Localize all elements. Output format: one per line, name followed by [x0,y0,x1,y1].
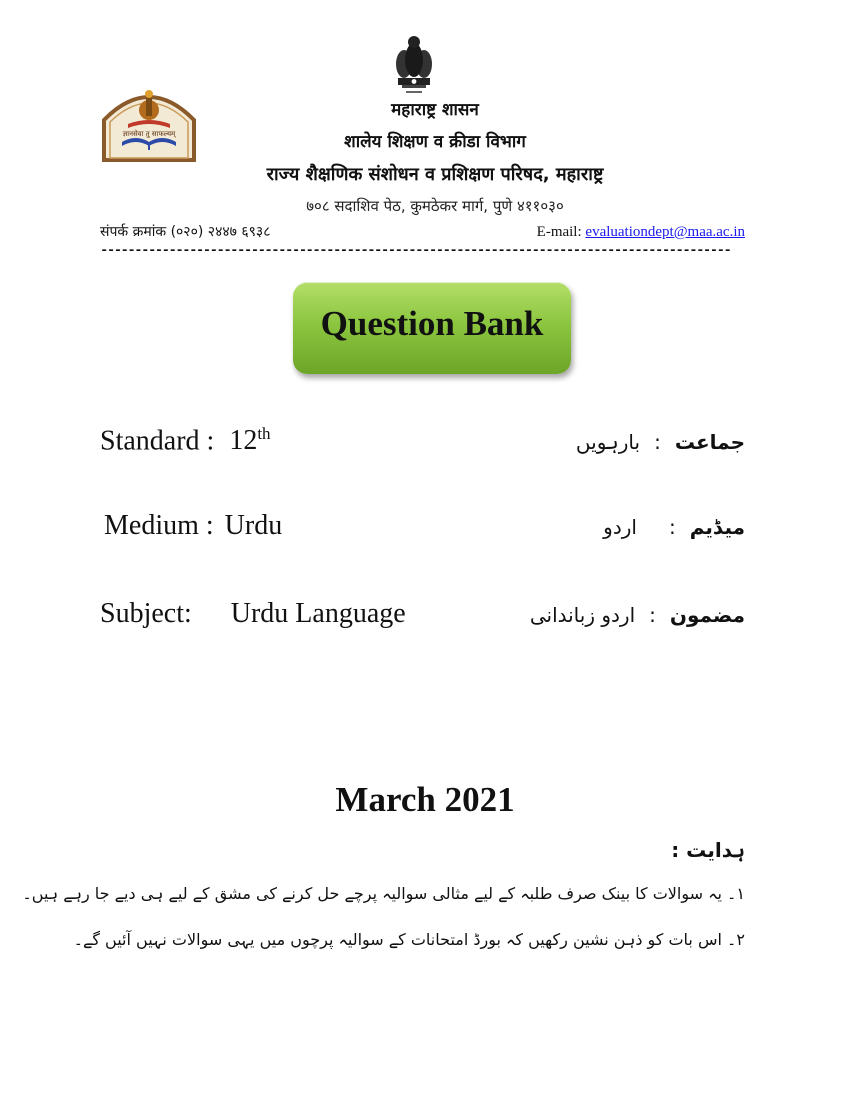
urdu-medium-row [603,515,745,539]
urdu-standard-row [576,430,745,454]
logo-motto: ज्ञानसेवा तु साफल्यम् [122,130,176,138]
email-row [537,224,745,241]
urdu-medium-sep: : [668,515,676,539]
header-divider: -------------------------------------------------------------------------------------------- [100,243,731,259]
exam-date: March 2021 [335,780,515,819]
subject-value: Urdu Language [230,598,406,629]
instruction-item: ۱۔ یہ سوالات کا بینک صرف طلبہ کے لیے مثالی سوالیہ پرچے حل کرنے کی مشق کے لیے ہی دیے جا رہے ہیں۔ [22,884,745,903]
medium-row [104,510,282,542]
header-line-council: राज्य शैक्षणिक संशोधन व प्रशिक्षण परिषद, महाराष्ट्र [266,164,604,185]
standard-row [100,424,271,457]
urdu-subject-row [530,603,745,627]
standard-label: Standard : [100,425,215,457]
header-line-govt: महाराष्ट्र शासन [391,100,479,120]
urdu-medium-label: میڈیم [689,515,745,539]
instructions-heading: ہدایت : [671,838,745,862]
email-label: E-mail: [536,224,586,240]
urdu-medium-value: اردو [603,515,637,539]
urdu-standard-sep: : [654,430,661,454]
urdu-subject-value: اردو زباندانی [529,603,636,627]
question-bank-banner [293,282,571,374]
state-emblem-icon [390,30,438,98]
medium-label: Medium : [104,510,214,541]
medium-value: Urdu [224,510,283,541]
header-line-department: शालेय शिक्षण व क्रीडा विभाग [344,132,526,152]
urdu-standard-value: بارہویں [575,430,641,454]
subject-label: Subject: [100,598,192,629]
standard-value: 12 [229,425,258,457]
subject-row [100,598,406,630]
header-line-address: ७०८ सदाशिव पेठ, कुमठेकर मार्ग, पुणे ४११०३० [306,197,564,215]
email-link[interactable]: evaluationdept@maa.ac.in [585,224,745,240]
urdu-standard-label: جماعت [674,430,745,454]
instruction-item: ۲۔ اس بات کو ذہن نشین رکھیں کہ بورڈ امتحانات کے سوالیہ پرچوں میں یہی سوالات نہیں آئیں گے۔ [73,930,745,949]
urdu-subject-label: مضمون [669,603,745,627]
urdu-subject-sep: : [649,603,656,627]
contact-number: संपर्क क्रमांक (०२०) २४४७ ६९३८ [100,224,271,240]
question-bank-label: Question Bank [320,304,544,343]
standard-suffix: th [257,424,271,443]
